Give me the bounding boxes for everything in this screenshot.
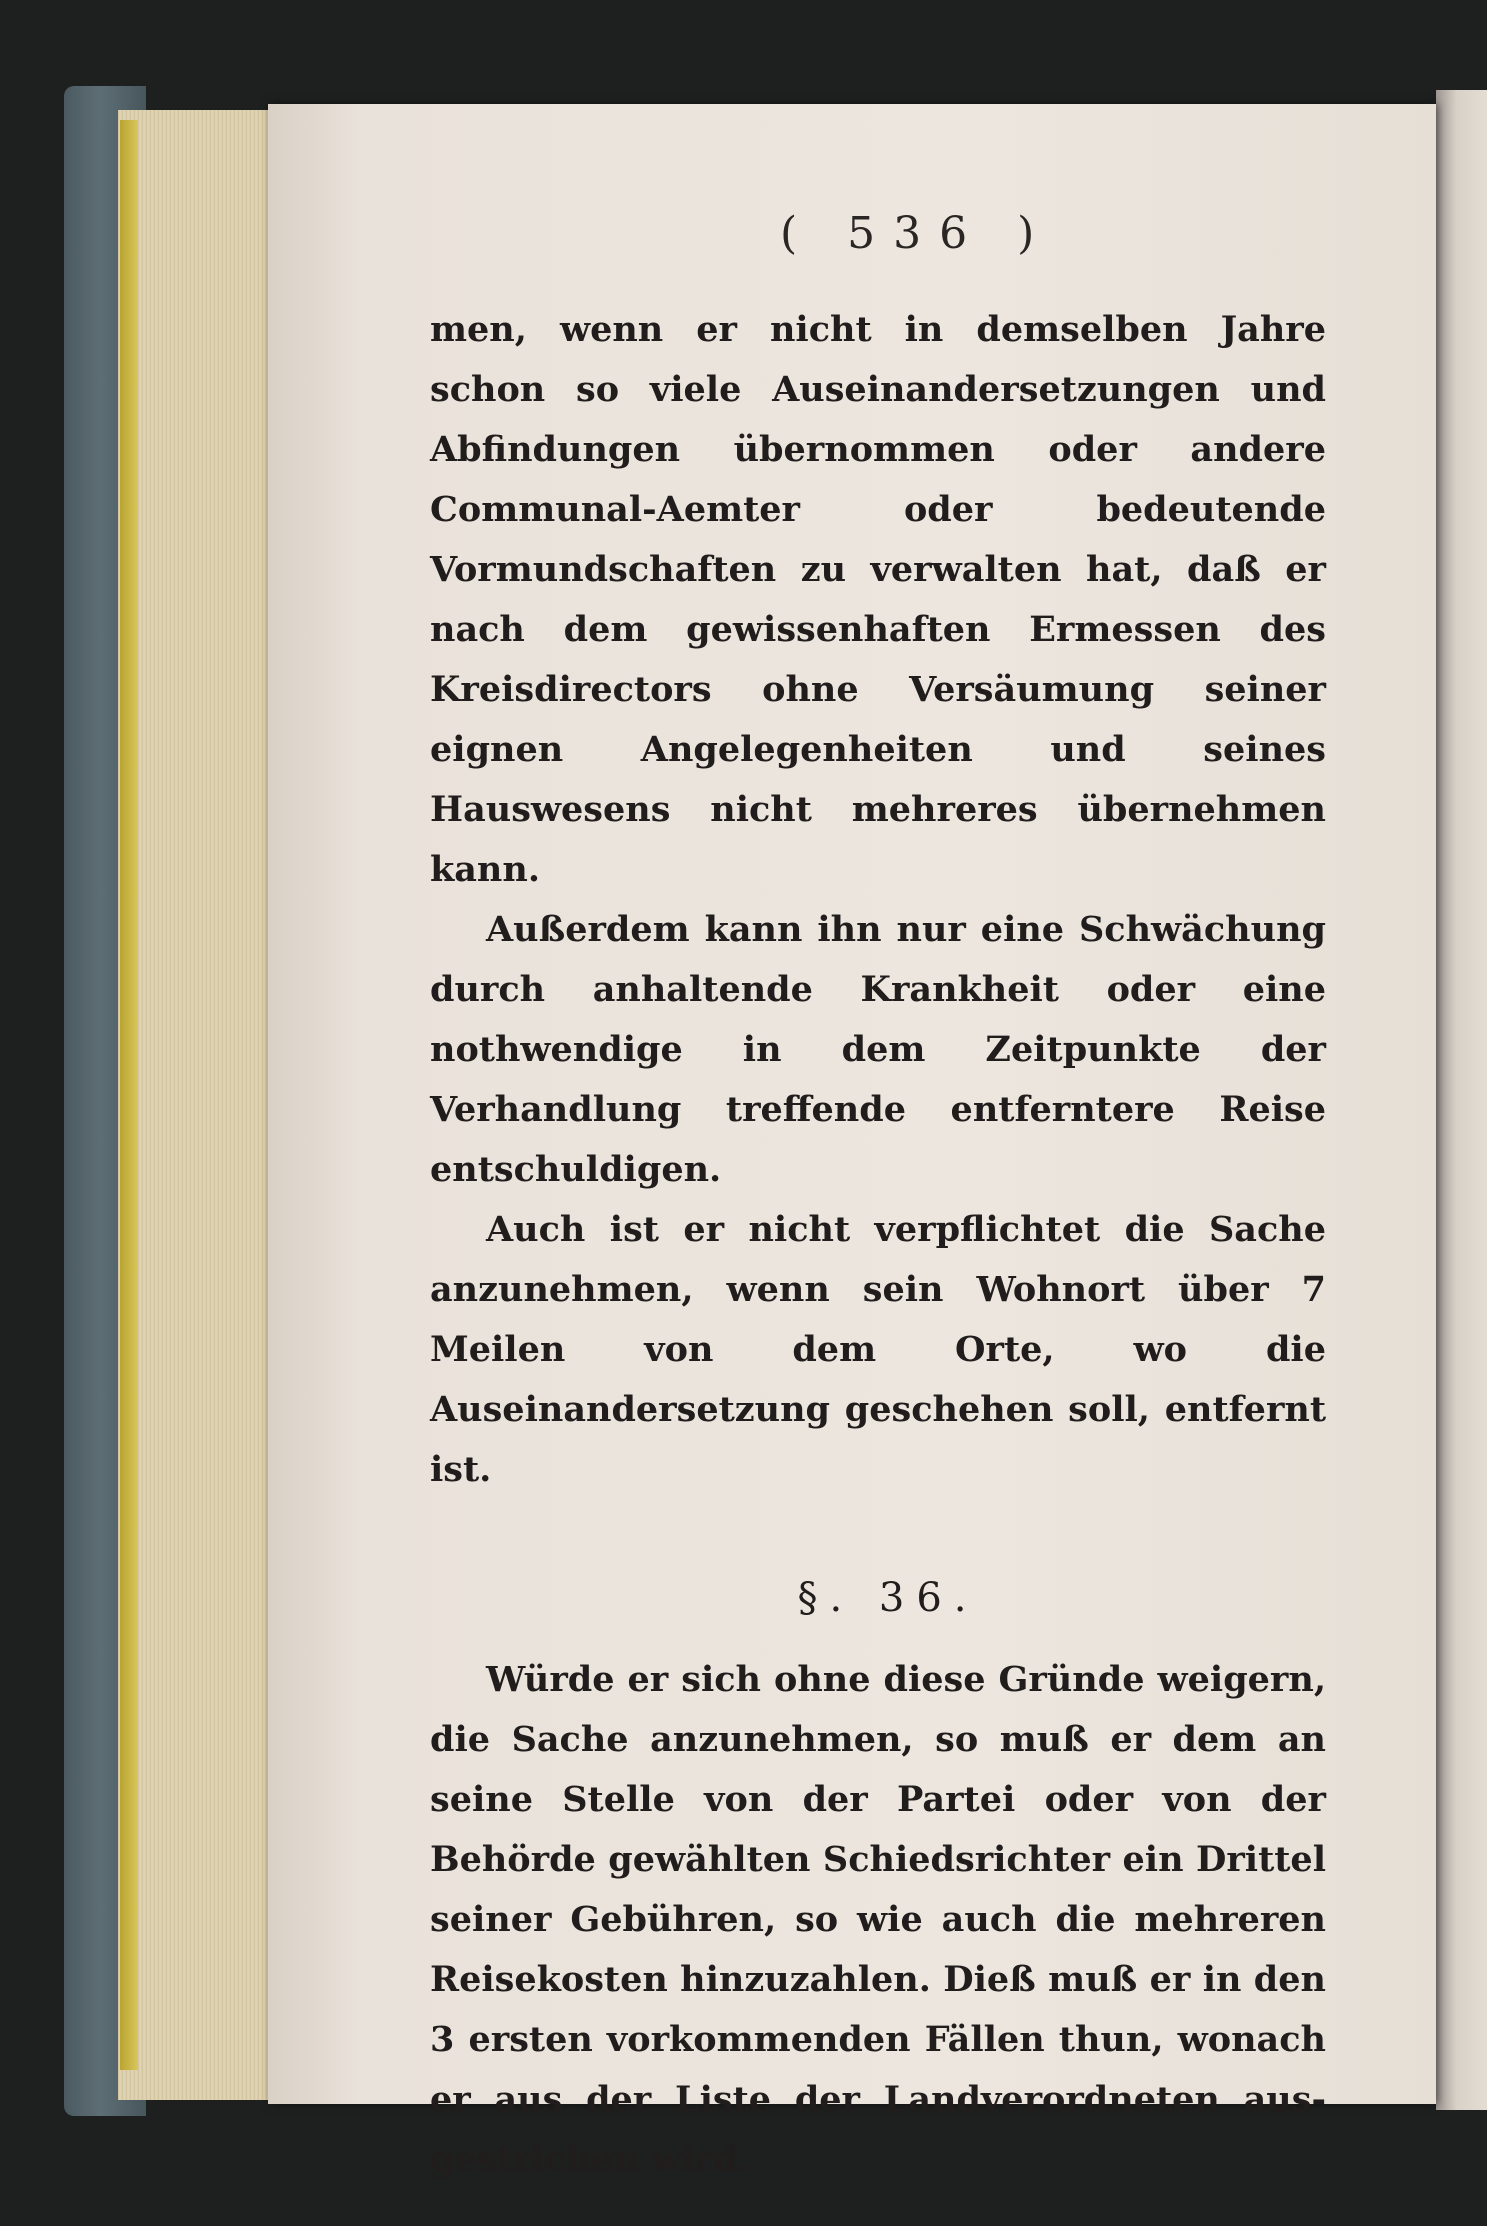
paragraph-continuation: men, wenn er nicht in demselben Jahre schon so viele Auseinandersetzungen und Abfindungen übernommen oder andere Communal-Aemter oder bedeutende Vormundschaften zu verwalten hat, daß er nach dem gewissenhaften Ermessen des Kreisdirectors ohne Versäumung seiner eignen Angelegenheiten und seines Hauswesens nicht mehreres übernehmen kann. [430, 309, 1326, 890]
adjacent-page-edge [1436, 90, 1487, 2110]
paragraph-section-36: Würde er sich ohne diese Gründe weigern, die Sache anzunehmen, so muß er dem an seine Stelle von der Partei oder von der Behörde gewählten Schiedsrichter ein Drittel seiner Gebühren, so wie auch die mehreren Reisekosten hinzuzahlen. Dieß muß er in den 3 ersten vorkommenden Fällen thun, wonach er aus der Liste der Landverordneten ausgestrichen wird. [430, 1659, 1326, 2180]
page-edges [118, 110, 288, 2100]
page-text [430, 300, 1326, 2190]
gilt-edge [120, 120, 138, 2070]
page-number-header: ( 536 ) [780, 208, 1053, 259]
paragraph-obligation: Auch ist er nicht verpflichtet die Sache anzunehmen, wenn sein Wohnort über 7 Meilen von dem Orte, wo die Auseinandersetzung geschehen soll, entfernt ist. [430, 1209, 1326, 1490]
section-heading: §. 36. [797, 1575, 979, 1621]
paragraph-exemption: Außerdem kann ihn nur eine Schwächung durch anhaltende Krankheit oder eine nothwendige in dem Zeitpunkte der Verhandlung treffende entferntere Reise entschuldigen. [430, 909, 1326, 1190]
